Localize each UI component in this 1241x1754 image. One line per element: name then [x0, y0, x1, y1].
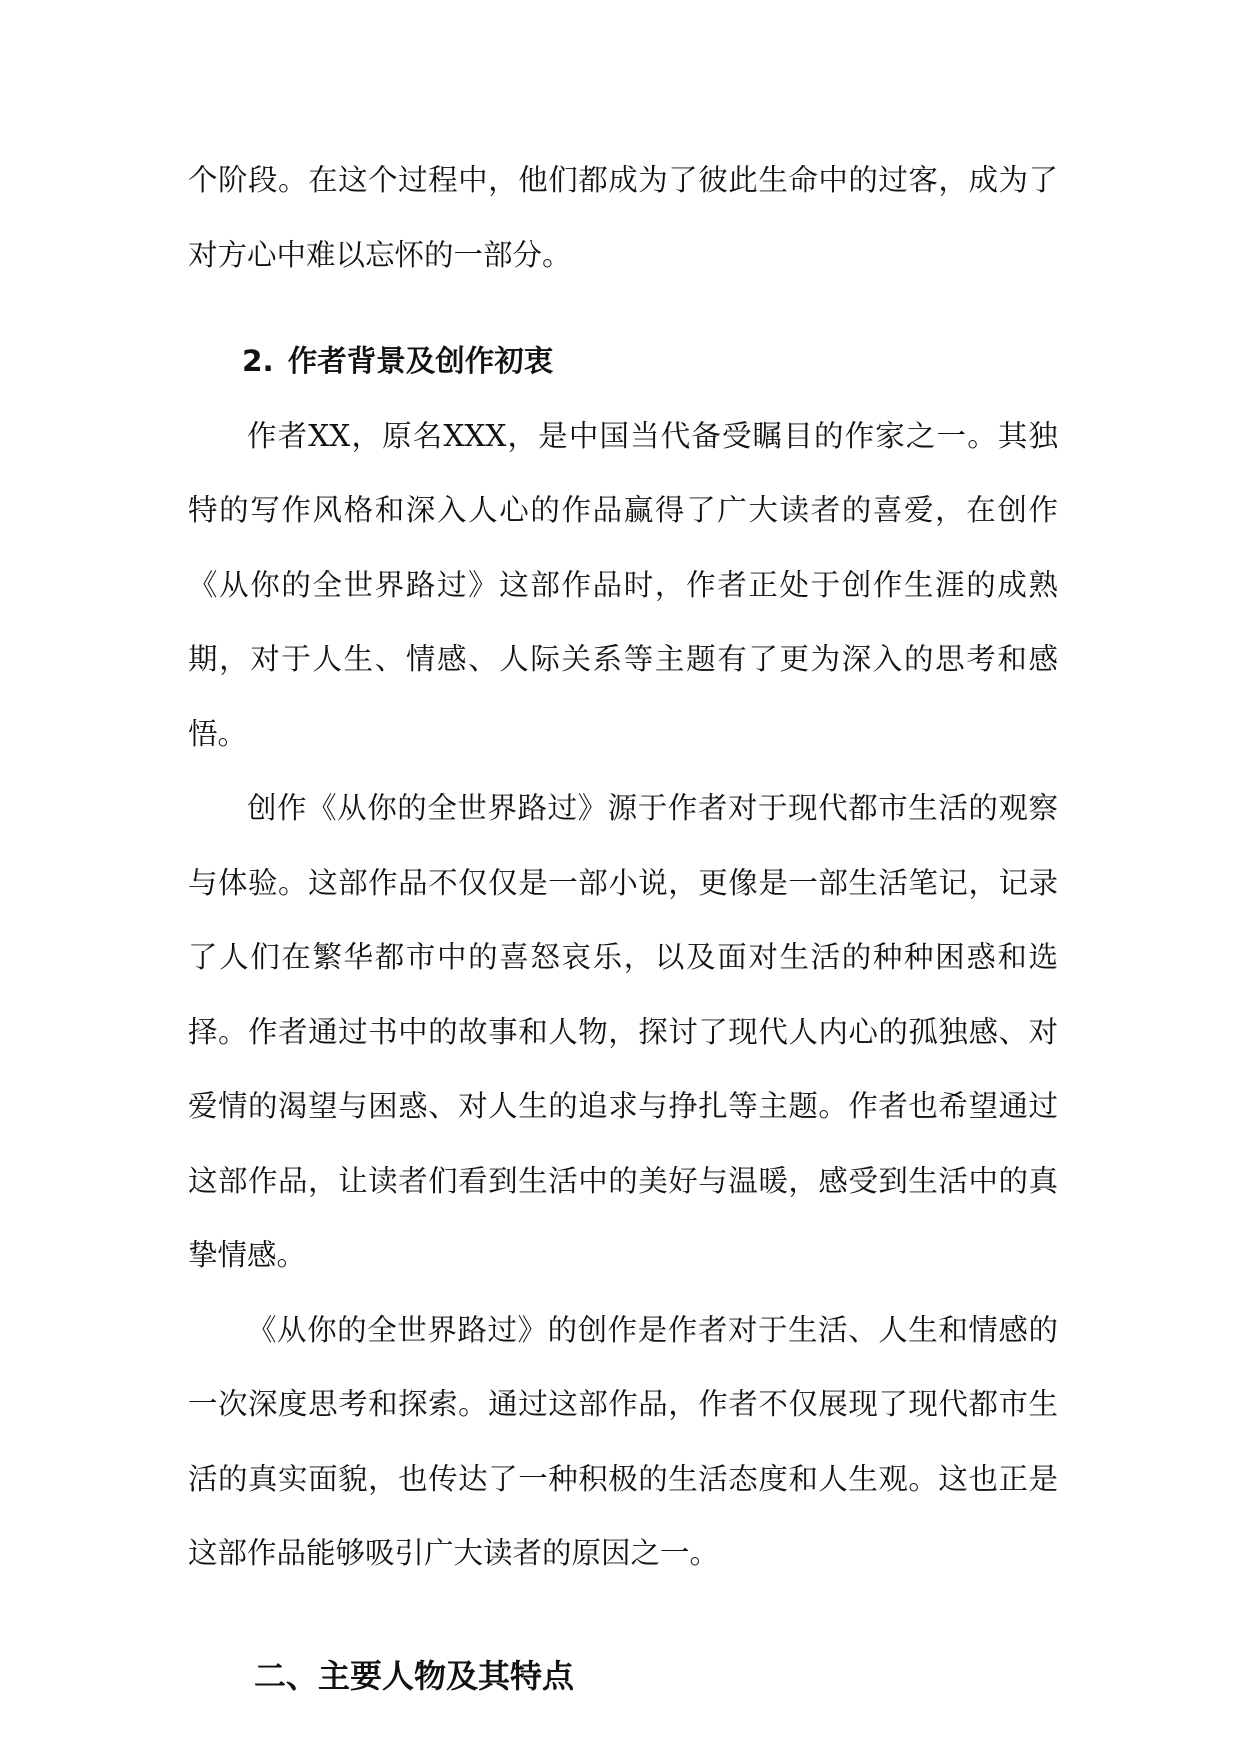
section-heading [188, 324, 1058, 399]
chapter-heading: 二、主要人物及其特点 [254, 1656, 575, 1695]
continued-paragraph: 个阶段。在这个过程中，他们都成为了彼此生命中的过客，成为了对方心中难以忘怀的一部分。 [188, 163, 1058, 272]
document-body [188, 143, 1058, 1713]
section-number: 2. [242, 344, 274, 378]
spacer [188, 292, 1058, 324]
paragraph-author-background: 作者XX，原名XXX，是中国当代备受瞩目的作家之一。其独特的写作风格和深入人心的作品赢得了广大读者的喜爱，在创作《从你的全世界路过》这部作品时，作者正处于创作生涯的成熟期，对于人生、情感、人际关系等主题有了更为深入的思考和感悟。 [188, 418, 1058, 751]
spacer [188, 1591, 1058, 1639]
section-title: 作者背景及创作初衷 [287, 344, 554, 378]
paragraph-creation-summary: 《从你的全世界路过》的创作是作者对于生活、人生和情感的一次深度思考和探索。通过这部作品，作者不仅展现了现代都市生活的真实面貌，也传达了一种积极的生活态度和人生观。这也正是这部作品能够吸引广大读者的原因之一。 [188, 1312, 1058, 1570]
paragraph-creation-origin: 创作《从你的全世界路过》源于作者对于现代都市生活的观察与体验。这部作品不仅仅是一部小说，更像是一部生活笔记，记录了人们在繁华都市中的喜怒哀乐，以及面对生活的种种困惑和选择。作者通过书中的故事和人物，探讨了现代人内心的孤独感、对爱情的渴望与困惑、对人生的追求与挣扎等主题。作者也希望通过这部作品，让读者们看到生活中的美好与温暖，感受到生活中的真挚情感。 [188, 791, 1058, 1272]
